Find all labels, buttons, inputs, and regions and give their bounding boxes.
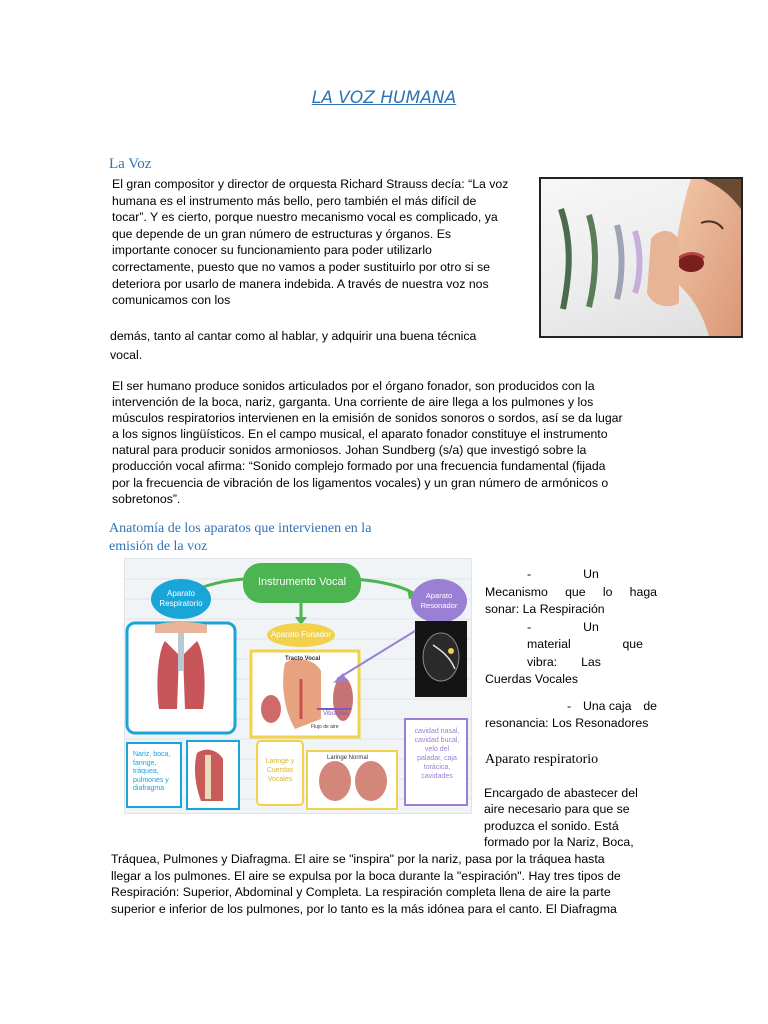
list-item-2-line4: Cuerdas Vocales — [485, 672, 578, 686]
list-item-1-line3: sonar: La Respiración — [485, 602, 605, 616]
bullet-dash: - — [527, 619, 532, 634]
list-word: Una caja — [582, 698, 632, 713]
text-line: El ser humano produce sonidos articulados por el órgano fonador, son producidos con la — [112, 379, 595, 393]
list-line: paladar, caja — [417, 755, 457, 762]
heading-line: emisión de la voz — [109, 539, 208, 554]
text-line: deteriora por usarlo de manera indebida. A través de nuestra voz nos — [112, 276, 489, 291]
list-line: Laringe y — [265, 758, 295, 765]
list-item-3-line1 — [485, 698, 657, 716]
list-line: tráquea, — [133, 768, 159, 775]
list-item-2-line3 — [485, 654, 657, 672]
text-line: humana es el instrumento más bello, pero también el más difícil de — [112, 193, 477, 208]
respiratorio-label — [151, 589, 211, 609]
text-line: Respiración: Superior, Abdominal y Completa. La respiración completa llena de aire la parte — [111, 885, 611, 900]
paragraph-intro-continued — [110, 327, 510, 365]
text-line: intervención de la boca, nariz, garganta. Una corriente de aire llega a los pulmones y los — [112, 395, 594, 410]
respiratorio-list — [133, 751, 170, 794]
list-item-2-line1 — [485, 619, 657, 637]
fonador-label: Aparato Fonador — [270, 630, 332, 639]
arrow-right — [353, 579, 413, 593]
text-line: músculos respiratorios intervienen en la emisión de sonidos sonoros o sordos, así se da lugar — [112, 411, 623, 426]
list-line: Cuerdas — [266, 767, 294, 774]
resonador-list — [409, 727, 465, 781]
components-list — [485, 566, 657, 733]
list-word: material — [527, 637, 571, 651]
tracto-vocal-label: Tracto Vocal — [285, 656, 321, 662]
bullet-dash: - — [567, 698, 572, 713]
text-line: correctamente, puesto que no vamos a poder sustituirlo por otro si se — [112, 259, 490, 274]
list-item-3-line2: resonancia: Los Resonadores — [485, 716, 649, 730]
list-word: de — [643, 698, 657, 713]
paragraph-respiratorio — [484, 785, 648, 851]
section-heading-anatomia — [109, 520, 439, 556]
text-line: natural para producir sonidos armoniosos. Johan Sundberg (s/a) que investigó sobre la — [112, 443, 587, 458]
label-line: Resonador — [420, 601, 458, 610]
list-item-2-line2 — [485, 636, 657, 654]
list-line: velo del — [424, 746, 450, 753]
list-line: torácica, — [423, 764, 451, 771]
text-line: producción vocal afirma: “Sonido complejo formado por una frecuencia fundamental (fijada — [112, 459, 606, 474]
list-word: vibra: — [527, 654, 558, 669]
label-line: Respiratorio — [159, 599, 203, 608]
text-line: Tráquea, Pulmones y Diafragma. El aire se "inspira" por la nariz, pasa por la tráquea hasta — [111, 852, 605, 866]
paragraph-intro — [112, 176, 526, 309]
document-title: LA VOZ HUMANA — [311, 88, 457, 108]
list-item-1-line2 — [485, 584, 657, 602]
text-line: tocar”. Y es cierto, porque nuestro mecanismo vocal es complicado, ya — [112, 210, 498, 225]
text-line: comunicamos con los — [112, 293, 231, 308]
fonador-list — [259, 757, 301, 784]
list-line: Nariz, boca, — [133, 751, 171, 758]
list-word: Un — [583, 567, 599, 581]
list-word: lo — [602, 584, 613, 599]
bullet-dash: - — [527, 567, 532, 581]
paragraph-human-voice — [112, 378, 648, 507]
text-line: importante conocer su funcionamiento para poder utilizarlo — [112, 243, 432, 258]
text-line: superior e inferior de los pulmones, por lo tanto es la más idónea para el canto. El Diafragma — [111, 901, 617, 916]
list-word: Mecanismo — [485, 584, 548, 599]
list-word: Un — [583, 619, 599, 634]
label-line: Aparato — [166, 589, 196, 598]
section-heading-la-voz: La Voz — [109, 156, 152, 172]
list-word: que — [565, 584, 586, 599]
section-heading-aparato-respiratorio: Aparato respiratorio — [485, 752, 599, 767]
text-line: llegar a los pulmones. El aire se expulsa por la boca durante la "espiración". Hay tres tipos de — [111, 868, 621, 883]
center-label: Instrumento Vocal — [257, 576, 347, 588]
text-line: a los signos lingüísticos. En el campo musical, el aparato fonador constituye el instrumento — [112, 427, 608, 442]
text-line: formado por la Nariz, Boca, — [484, 835, 634, 850]
vocal-instrument-diagram — [124, 558, 472, 814]
shouting-woman-image — [539, 177, 743, 338]
text-line: demás, tanto al cantar como al hablar, y adquirir una buena técnica — [110, 329, 477, 343]
text-line: Encargado de abastecer del — [484, 786, 638, 800]
list-word: Las — [581, 654, 601, 669]
text-line: por la frecuencia de vibración de los ligamentos vocales) y un gran número de armónicos o — [112, 475, 609, 490]
text-line: que depende de un gran número de estructuras y órganos. Es — [112, 226, 452, 241]
list-line: pulmones y — [133, 776, 169, 784]
vibracion-label: Vibración — [323, 711, 348, 717]
text-line: El gran compositor y director de orquesta Richard Strauss decía: “La voz — [112, 177, 509, 191]
text-line: vocal. — [110, 348, 143, 362]
flujo-label: Flujo de aire — [311, 724, 339, 730]
list-line: cavidades — [421, 773, 453, 780]
list-line: cavidad nasal, — [414, 728, 460, 735]
list-word: que — [622, 637, 643, 651]
list-line: Vocales — [267, 776, 293, 783]
list-line: faringe, — [133, 759, 157, 767]
text-line: aire necesario para que se — [484, 802, 630, 817]
list-line: diafragma — [133, 785, 165, 792]
list-line: cavidad bucal, — [414, 737, 460, 744]
shouting-woman-illustration — [541, 179, 741, 336]
paragraph-respiracion — [111, 851, 657, 917]
resonador-label — [413, 591, 465, 611]
label-line: Aparato — [425, 591, 453, 600]
list-item-1-line1 — [485, 566, 657, 584]
laringe-normal-label: Laringe Normal — [327, 755, 369, 761]
text-line: produzca el sonido. Está — [484, 818, 619, 833]
heading-line: Anatomía de los aparatos que intervienen en la — [109, 521, 372, 536]
list-word: haga — [629, 584, 657, 599]
text-line: sobretonos”. — [112, 491, 181, 506]
